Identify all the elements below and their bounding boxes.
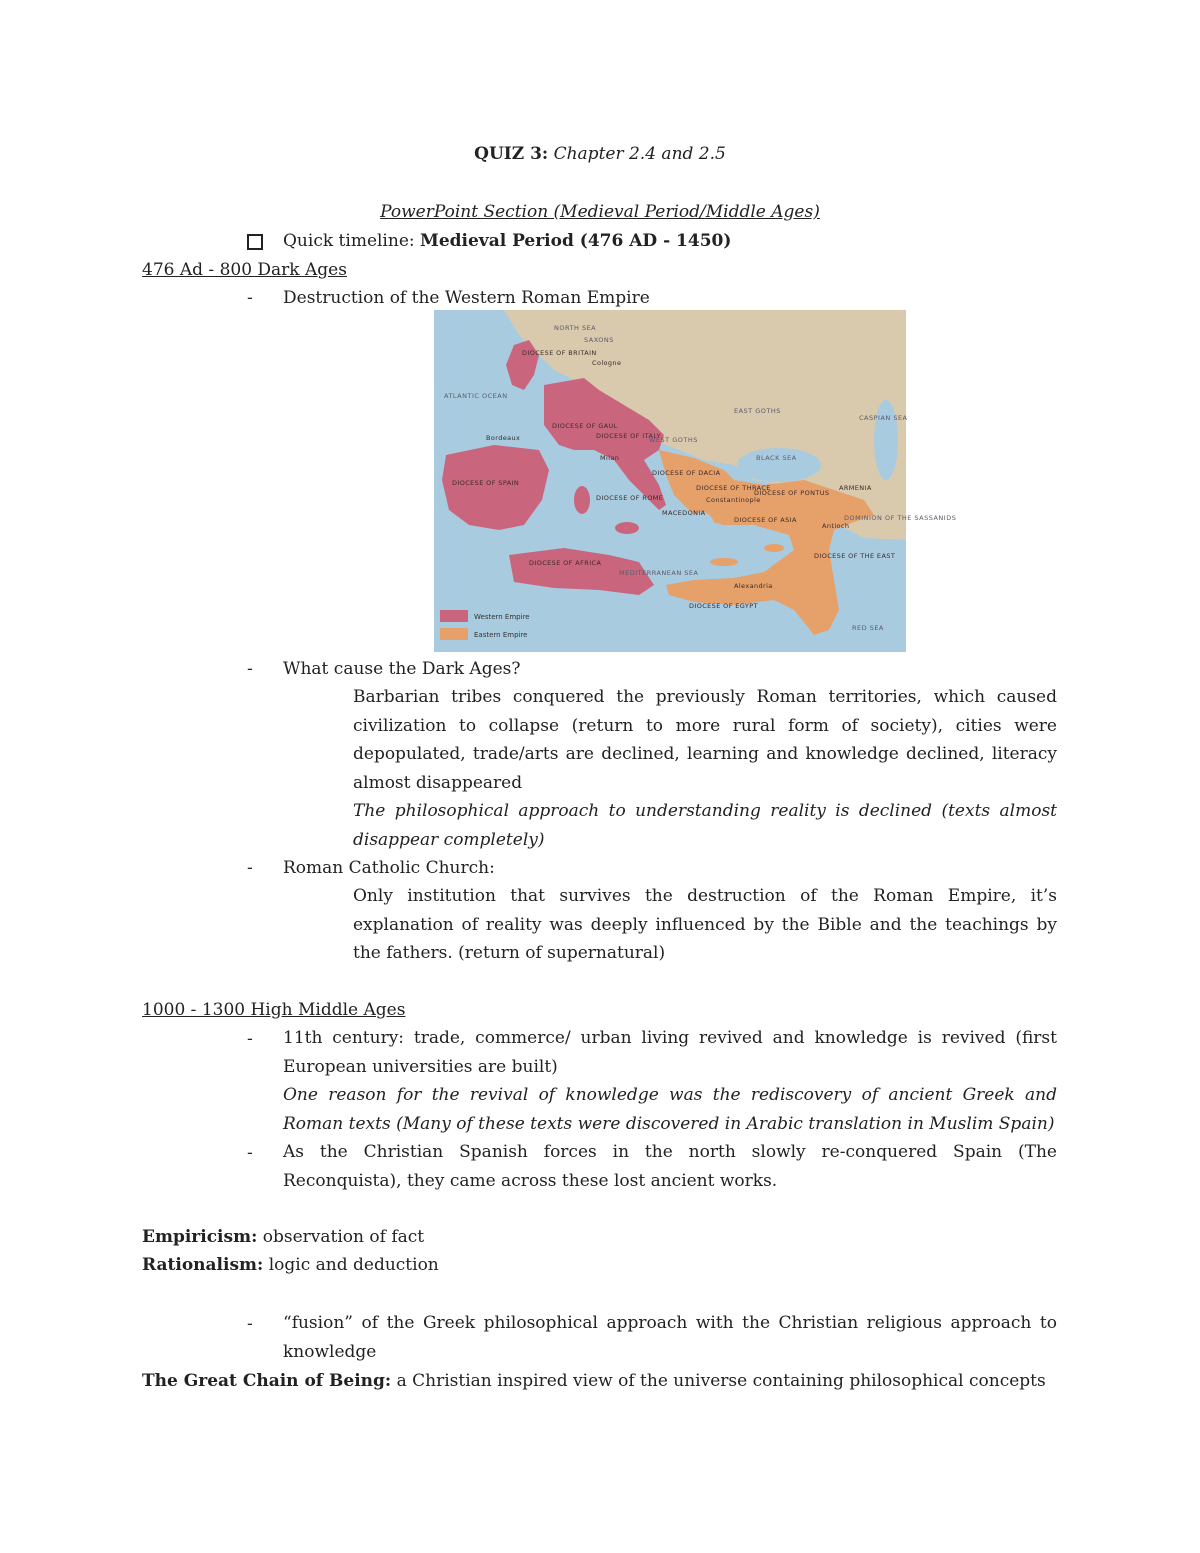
label-britain: DIOCESE OF BRITAIN: [522, 349, 597, 357]
rationalism-line: [142, 1253, 439, 1277]
rationalism-term: Rationalism:: [142, 1255, 264, 1275]
label-red-sea: RED SEA: [852, 624, 884, 632]
high-middle-heading: 1000 - 1300 High Middle Ages: [142, 1000, 406, 1020]
cause-text: Barbarian tribes conquered the previously Roman territories, which caused civilization to collapse (return to more rural form of society), cities were depopulated, trade/arts are declined, learning and knowledge declined, literacy almost disappeared: [353, 687, 1057, 793]
timeline-line: [283, 229, 731, 253]
timeline-prefix: Quick timeline:: [283, 231, 415, 251]
label-mediterranean: MEDITERRANEAN SEA: [619, 569, 699, 577]
map-sardinia: [574, 486, 590, 514]
bullet-dash: -: [247, 1314, 253, 1334]
empiricism-line: [142, 1225, 424, 1249]
map-caspian: [874, 400, 898, 480]
label-egypt: DIOCESE OF EGYPT: [689, 602, 758, 610]
label-east-goths: EAST GOTHS: [734, 407, 781, 415]
roman-empire-map: [434, 310, 957, 652]
chain-def: a Christian inspired view of the universe containing philosophical concepts: [391, 1371, 1046, 1391]
label-north-sea: NORTH SEA: [554, 324, 597, 332]
revival-paragraph: 11th century: trade, commerce/ urban living revived and knowledge is revived (first European universities are built): [283, 1028, 1057, 1077]
label-atlantic: ATLANTIC OCEAN: [444, 392, 508, 400]
revival-italic-paragraph: One reason for the revival of knowledge was the rediscovery of ancient Greek and Roman texts (Many of these texts were discovered in Arabic translation in Muslim Spain): [283, 1085, 1057, 1134]
rationalism-def: logic and deduction: [263, 1255, 439, 1275]
legend-western-swatch: [440, 610, 468, 622]
timeline-period: Medieval Period (476 AD - 1450): [420, 231, 732, 251]
fusion-paragraph: “fusion” of the Greek philosophical approach with the Christian religious approach to knowledge: [283, 1313, 1057, 1362]
label-black-sea: BLACK SEA: [756, 454, 797, 462]
label-asia: DIOCESE OF ASIA: [734, 516, 797, 524]
label-constantinople: Constantinople: [706, 496, 761, 504]
label-east: DIOCESE OF THE EAST: [814, 552, 896, 560]
label-spain: DIOCESE OF SPAIN: [452, 479, 520, 487]
bullet-church: Roman Catholic Church:: [283, 858, 495, 878]
legend-eastern: Eastern Empire: [474, 631, 528, 639]
empiricism-def: observation of fact: [257, 1227, 425, 1247]
label-rome: DIOCESE OF ROME: [596, 494, 664, 502]
legend-eastern-swatch: [440, 628, 468, 640]
quiz-label: QUIZ 3:: [474, 144, 549, 164]
label-caspian: CASPIAN SEA: [859, 414, 908, 422]
chain-term: The Great Chain of Being:: [142, 1371, 392, 1391]
reconquista-paragraph: As the Christian Spanish forces in the north slowly re-conquered Spain (The Reconquista), they came across these lost ancient works.: [283, 1142, 1057, 1191]
bullet-destruction: Destruction of the Western Roman Empire: [283, 288, 650, 308]
empiricism-term: Empiricism:: [142, 1227, 258, 1247]
label-milan: Milan: [600, 454, 620, 462]
bullet-dash: -: [247, 1029, 253, 1049]
label-cologne: Cologne: [592, 359, 622, 367]
label-alexandria: Alexandria: [734, 582, 773, 590]
quiz-title: [0, 142, 1200, 166]
bullet-dash: -: [247, 288, 253, 308]
label-thrace: DIOCESE OF THRACE: [696, 484, 771, 492]
legend-western: Western Empire: [474, 613, 530, 621]
dark-ages-heading: 476 Ad - 800 Dark Ages: [142, 260, 347, 280]
map-cyprus: [764, 544, 784, 552]
cause-paragraph: [353, 683, 1057, 797]
map-crete: [710, 558, 738, 566]
section-title: PowerPoint Section (Medieval Period/Middle Ages): [380, 202, 820, 222]
bullet-dash: -: [247, 659, 253, 679]
label-africa: DIOCESE OF AFRICA: [529, 559, 602, 567]
label-pontus: DIOCESE OF PONTUS: [754, 489, 830, 497]
label-west-goths: WEST GOTHS: [649, 436, 698, 444]
bullet-dash: -: [247, 1143, 253, 1163]
label-gaul: DIOCESE OF GAUL: [552, 422, 618, 430]
label-italy: DIOCESE OF ITALY: [596, 432, 661, 440]
checkbox-icon[interactable]: [247, 234, 263, 250]
chain-line: [142, 1369, 1046, 1393]
label-bordeaux: Bordeaux: [486, 434, 521, 442]
label-persian: DOMINION OF THE SASSANIDS: [844, 514, 957, 522]
bullet-dash: -: [247, 858, 253, 878]
cause-italic-paragraph: The philosophical approach to understanding reality is declined (texts almost disappear completely): [353, 801, 1057, 850]
label-saxons: SAXONS: [584, 336, 614, 344]
label-antioch: Antioch: [822, 522, 850, 530]
bullet-cause: What cause the Dark Ages?: [283, 659, 521, 679]
map-aegean: [688, 512, 716, 552]
map-sicily: [615, 522, 639, 534]
church-paragraph: Only institution that survives the destruction of the Roman Empire, it’s explanation of reality was deeply influenced by the Bible and the teachings by the fathers. (return of supernatural): [353, 886, 1057, 963]
quiz-chapter: Chapter 2.4 and 2.5: [553, 144, 726, 164]
label-dacia: DIOCESE OF DACIA: [652, 469, 721, 477]
label-macedonia: MACEDONIA: [662, 509, 706, 517]
label-armenia: ARMENIA: [839, 484, 872, 492]
map-svg: [434, 310, 957, 652]
